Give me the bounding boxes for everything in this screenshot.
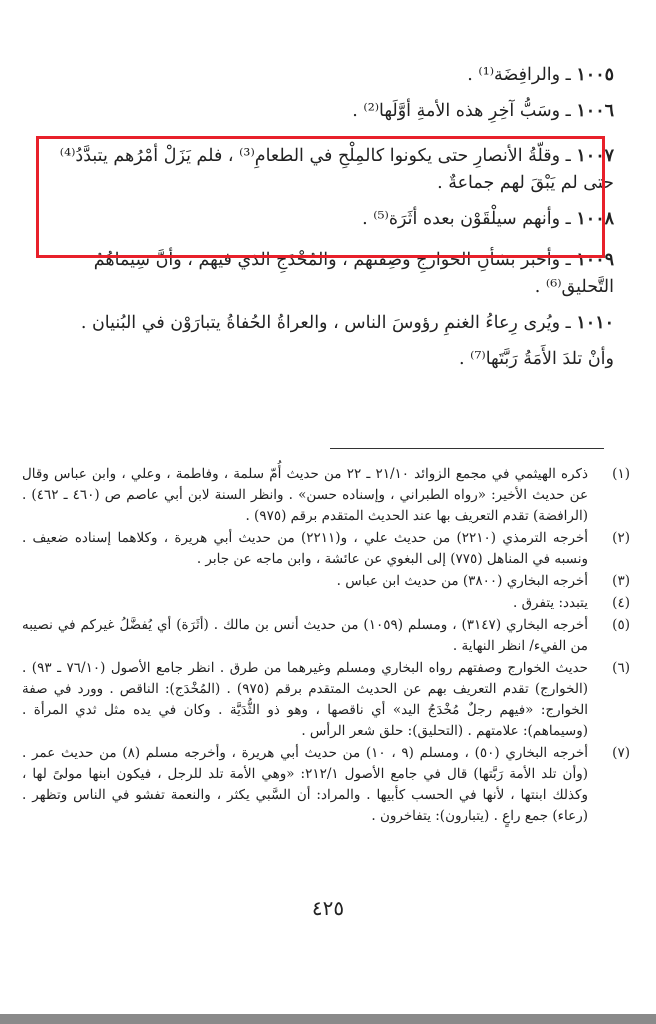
hadith-list [24,62,614,382]
footnote-text: حديث الخوارج وصفتهم رواه البخاري ومسلم وغيرهما من طرق . انظر جامع الأصول (٧٦/١٠ ـ ٩٣) . (الخوارج) تقدم التعريف بهم عن الحديث المتقدم برقم (٩٧٥) . (المُخْدَج): الناقص . وورد في صفة الخوارج: «فيهم رجلٌ مُخْدَجُ اليد» أي ناقصها ، وهو ذو الثُّدَيَّة . وكان في يده مثل ثدي المرأة . (وسيماهم): علامتهم . (التحليق): حلق شعر الرأس . [22,660,589,739]
hadith-number: ١٠٠٧ [576,146,614,166]
footnote-number: (٧) [612,745,630,761]
footnote-number: (٥) [612,617,630,633]
hadith-number: ١٠٠٦ [576,101,614,121]
hadith-entry [24,98,614,125]
footnote-text: يتبدد: يتفرق . [512,595,588,611]
footnote-text: أخرجه البخاري (٣٨٠٠) من حديث ابن عباس . [336,573,588,589]
footnote [22,571,630,592]
hadith-number: ١٠٠٩ [576,250,614,270]
hadith-entry [24,247,614,301]
footnote [22,464,630,527]
footnote-text: ذكره الهيثمي في مجمع الزوائد ٢١/١٠ ـ ٢٢ من حديث أُمّ سلمة ، وفاطمة ، وعلي ، وابن عباس وقال عن حديث الأخير: «رواه الطبراني ، وإسناده حسن» . وانظر السنة لابن أبي عاصم ص (٤٦٠ ـ ٤٦٢) . (الرافضة) تقدم التعريف بها عند الحديث المتقدم برقم (٩٧٥) . [22,466,588,524]
hadith-entry [24,206,614,233]
hadith-number: ١٠٠٥ [576,65,614,85]
footnote-number: (١) [612,466,630,482]
footnote-text: أخرجه الترمذي (٢٢١٠) من حديث علي ، و(٢٢١١) من حديث أبي هريرة ، وكلاهما إسناده ضعيف . ونسبه في المناهل (٧٧٥) إلى البغوي عن عائشة ، وابن ماجه عن جابر . [22,530,588,567]
hadith-text: ـ والرافِضَة⁽¹⁾ . [467,65,571,85]
hadith-text: ـ وأنهم سيلْقَوْن بعده أثَرَة⁽⁵⁾ . [362,209,571,229]
page-number: ٤٢٥ [311,896,345,920]
footnote-text: أخرجه البخاري (٣١٤٧) ، ومسلم (١٠٥٩) من حديث أنس بن مالك . (أثَرَة) أي يُفضَّلُ غيركم في نصيبه من الفيء/ انظر النهاية . [22,617,589,654]
hadith-text: ـ وسَبُّ آخِرِ هذه الأمةِ أوَّلَها⁽²⁾ . [352,101,571,121]
bottom-edge [0,1014,656,1024]
footnote [22,658,630,742]
hadith-text: ـ ويُرى رِعاءُ الغنمِ رؤوسَ الناس ، والعراةُ الحُفاةُ يتبارَوْن في البُنيان . [80,313,571,333]
hadith-text: وأنْ تلدَ الأَمَةُ رَبَّتَها⁽⁷⁾ . [458,349,614,369]
footnote-text: أخرجه البخاري (٥٠) ، ومسلم (٩ ، ١٠) من حديث أبي هريرة ، وأخرجه مسلم (٨) من حديث عمر . (وأن تلد الأمة رَبَّتها) قال في جامع الأصول ٢١٢/١: «وهي الأمة تلد للرجل ، فيكون ابنها مولىً لها ، وكذلك ابنتها ، لأنها في الحسب كأبيها . والمراد: أن السَّبي يكثر ، والنعمة تفشو في الناس وتظهر . (رعاء) جمع راعٍ . (يتبارون): يتفاخرون . [22,745,588,824]
hadith-number: ١٠٠٨ [576,209,614,229]
hadith-entry-continuation [24,346,614,373]
hadith-text: ـ وأخبر بشأنِ الخوارجِ وصِفتهم ، والمُخْدَجِ الذي فيهم ، وأنَّ سِيماهُمُ التَّحليق⁽⁶⁾ . [93,250,614,297]
footnote-number: (٣) [612,573,630,589]
hadith-entry [24,143,614,197]
footnote [22,615,630,657]
hadith-number: ١٠١٠ [576,313,614,333]
footnote-number: (٦) [612,660,630,676]
hadith-entry [24,310,614,337]
footnote [22,528,630,570]
hadith-text: ـ وقلّةُ الأنصارِ حتى يكونوا كالمِلْحِ في الطعامِ⁽³⁾ ، فلم يَزَلْ أمْرُهم يتبدَّدُ⁽⁴⁾ حتى لم يَبْقَ لهم جماعةٌ . [59,146,614,193]
footnote [22,593,630,614]
footnotes [22,464,630,828]
footnote-number: (٢) [612,530,630,546]
footnote-separator [330,448,604,449]
footnote-number: (٤) [612,595,630,611]
footnote [22,743,630,827]
hadith-entry [24,62,614,89]
